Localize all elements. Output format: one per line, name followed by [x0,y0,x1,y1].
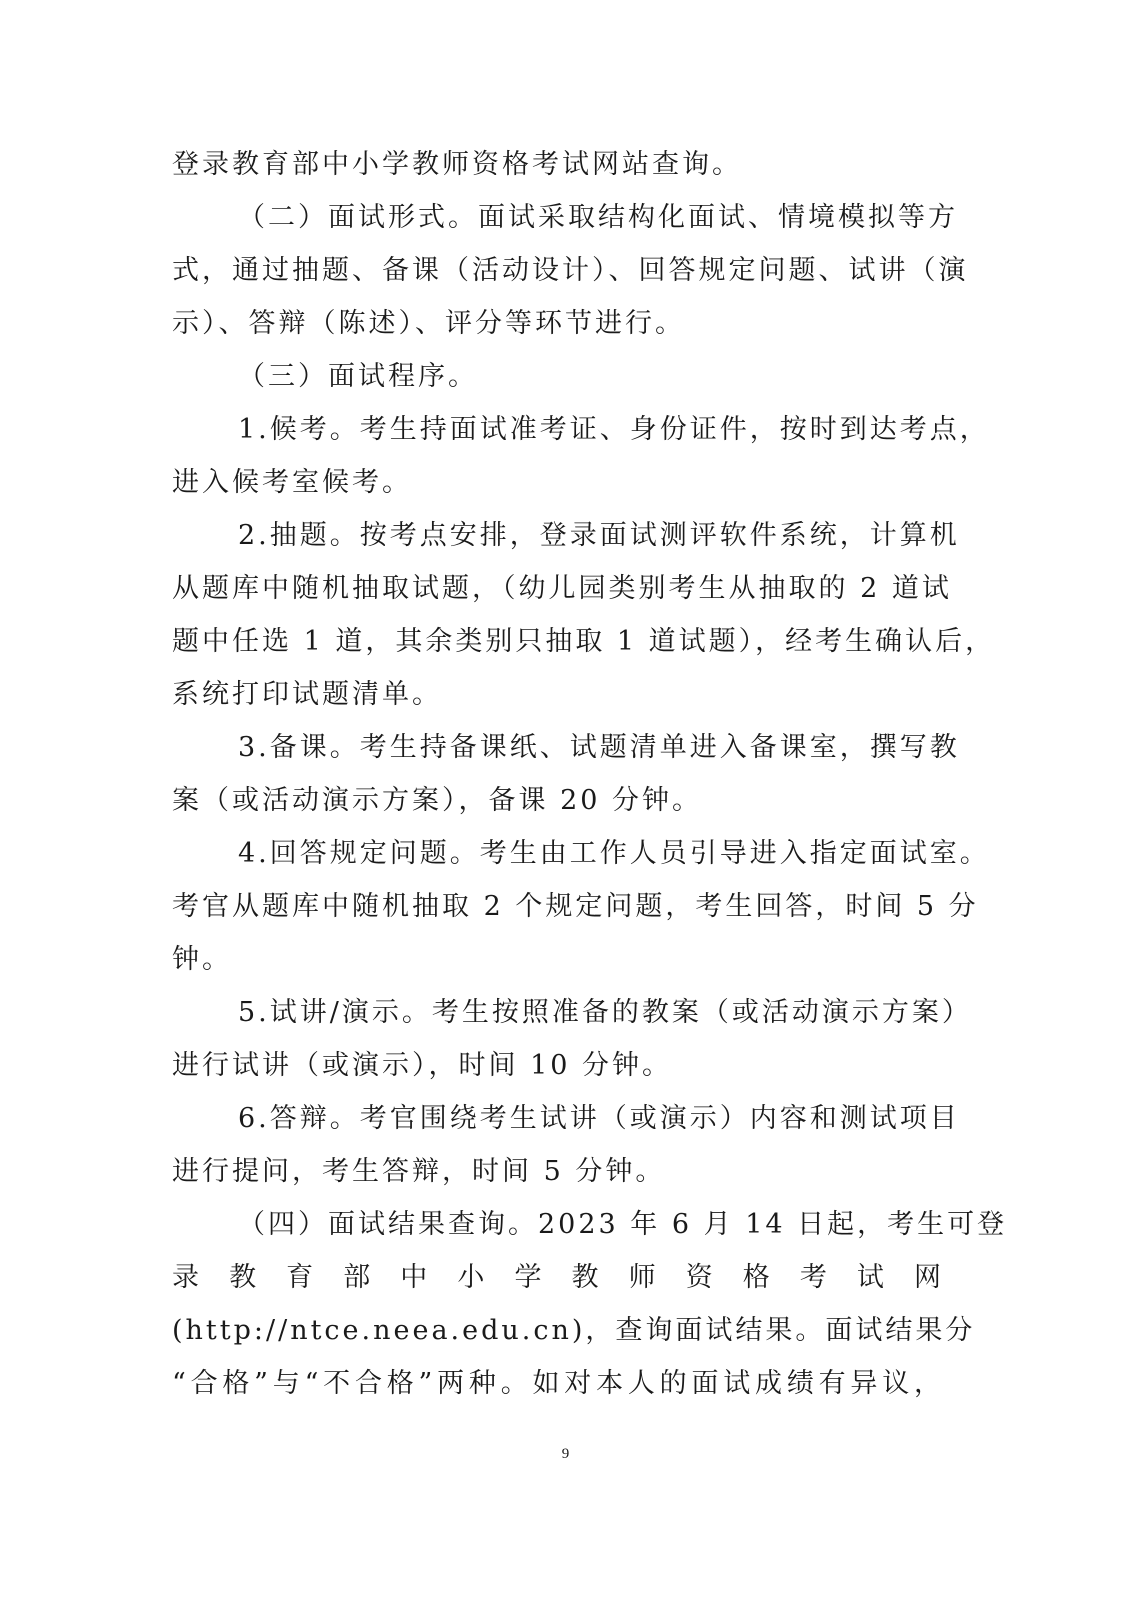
paragraph-line: 进行提问，考生答辩，时间 5 分钟。 [172,1156,666,1187]
paragraph-line: 从题库中随机抽取试题，（幼儿园类别考生从抽取的 2 道试 [172,573,952,604]
paragraph-line: (http://ntce.neea.edu.cn)，查询面试结果。面试结果分 [172,1315,976,1346]
paragraph-line: 登录教育部中小学教师资格考试网站查询。 [172,149,742,180]
section-heading-line: （三）面试程序。 [238,361,478,392]
section-heading-line: （四）面试结果查询。2023 年 6 月 14 日起，考生可登 [238,1209,1008,1240]
paragraph-line: 系统打印试题清单。 [172,679,442,710]
paragraph-line: 示）、答辩（陈述）、评分等环节进行。 [172,308,685,339]
list-item-line: 4.回答规定问题。考生由工作人员引导进入指定面试室。 [238,838,990,869]
paragraph-line: “合格”与“不合格”两种。如对本人的面试成绩有异议， [172,1368,944,1399]
paragraph-line: 进入候考室候考。 [172,467,412,498]
paragraph-line: 案（或活动演示方案），备课 20 分钟。 [172,785,703,816]
list-item-line: 2.抽题。按考点安排，登录面试测评软件系统，计算机 [238,520,960,551]
list-item-line: 3.备课。考生持备课纸、试题清单进入备课室，撰写教 [238,732,960,763]
paragraph-line: 钟。 [172,944,232,975]
list-item-line: 5.试讲/演示。考生按照准备的教案（或活动演示方案） [238,997,972,1028]
list-item-line: 1.候考。考生持面试准考证、身份证件，按时到达考点， [238,414,990,445]
paragraph-line: 题中任选 1 道，其余类别只抽取 1 道试题），经考生确认后， [172,626,996,657]
page-number: 9 [561,1446,570,1462]
paragraph-line: 录 教 育 部 中 小 学 教 师 资 格 考 试 网 [172,1262,944,1293]
paragraph-line: 式，通过抽题、备课（活动设计）、回答规定问题、试讲（演 [172,255,969,286]
paragraph-line: 进行试讲（或演示），时间 10 分钟。 [172,1050,673,1081]
list-item-line: 6.答辩。考官围绕考生试讲（或演示）内容和测试项目 [238,1103,960,1134]
paragraph-line: 考官从题库中随机抽取 2 个规定问题，考生回答，时间 5 分 [172,891,979,922]
section-heading-line: （二）面试形式。面试采取结构化面试、情境模拟等方 [238,202,958,233]
